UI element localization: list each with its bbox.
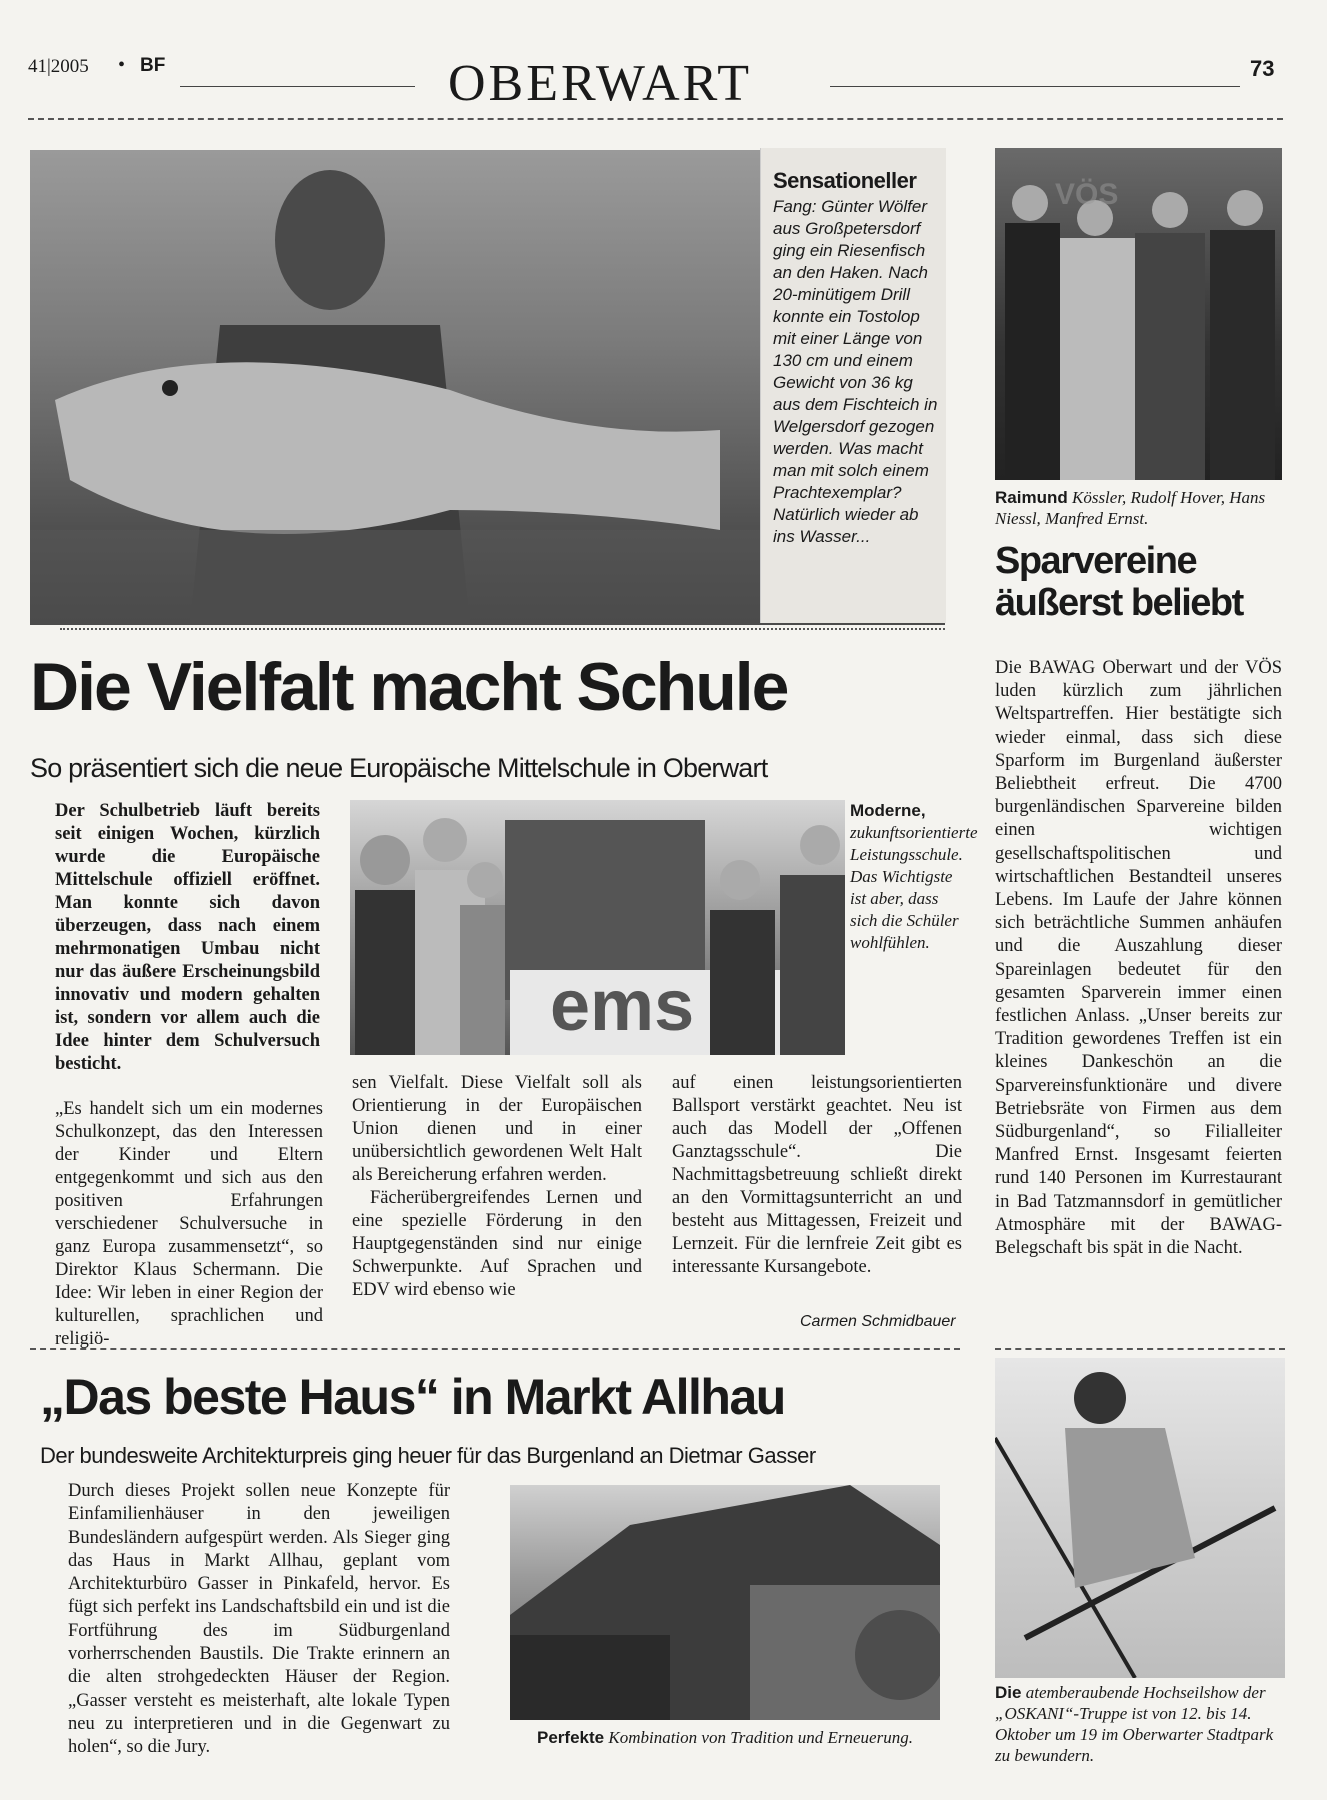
rope-photo <box>995 1358 1285 1678</box>
school-banner-text: ems <box>550 966 695 1046</box>
rope-photo-caption <box>995 1682 1285 1766</box>
savings-caption-lead: Raimund <box>995 488 1068 507</box>
savings-photo <box>995 148 1282 480</box>
fish-caption-body: Fang: Günter Wölfer aus Großpetersdorf ging ein Riesenfisch an den Haken. Nach 20-minütigem Drill konnte ein Tostolop mit einer Länge von 130 cm und einem Gewicht von 36 kg aus dem Fischteich in Welgersdorf gezogen werden. Was macht man mit solch einem Prachtexemplar? Natürlich wieder ab ins Wasser... <box>773 197 938 546</box>
house-photo <box>510 1485 940 1720</box>
school-column-2-p1: sen Vielfalt. Diese Vielfalt soll als Orientierung in der Europäischen Union dienen und in einer unübersichtlich gewordenen Welt Halt als Bereicherung erfahren werden. <box>352 1073 642 1185</box>
savings-body: Die BAWAG Oberwart und der VÖS luden kürzlich zum jährlichen Weltspartreffen. Hier bestätigte sich wieder einmal, dass sich diese Sparform im Burgenland äußerster Beliebtheit erfreut. Die 4700 burgenländischen Sparvereine bilden einen wichtigen gesellschaftspolitischen und wirtschaftlichen Bestandteil unseres Lebens. Im Laufe der Jahre können sich beträchtliche Summen anhäufen und die Auszahlung dieser Spareinlagen bedeutet für den gesamten Sparverein immer einen festlichen Anlass. „Unser bereits zur Tradition gewordenes Treffen ist ein kleines Dankeschön an die Sparvereinsfunktionäre und divere Betriebsräte von Firmen aus dem Südburgenland“, so Filialleiter Manfred Ernst. Insgesamt feierten rund 140 Personen im Kurrestaurant in Bad Tatzmannsdorf in gemütlicher Atmosphäre mit der BAWAG-Belegschaft bis spät in die Nacht. <box>995 658 1282 1259</box>
page-number: 73 <box>1250 56 1275 81</box>
school-top-divider <box>60 628 945 630</box>
header-rule-right <box>830 86 1240 87</box>
house-caption-text: Kombination von Tradition und Erneuerung. <box>608 1728 913 1747</box>
school-photo <box>350 800 845 1055</box>
savings-headline-line2: äußerst beliebt <box>995 582 1243 624</box>
house-subheadline: Der bundesweite Architekturpreis ging heuer für das Burgenland an Dietmar Gasser <box>40 1443 816 1468</box>
savings-photo-illustration <box>995 148 1282 480</box>
school-headline: Die Vielfalt macht Schule <box>30 649 788 725</box>
savings-caption-text: Kössler, Rudolf Hover, Hans Niessl, Manfred Ernst. <box>995 488 1266 528</box>
savings-photo-banner: VÖS <box>1055 178 1119 211</box>
school-lead: Der Schulbetrieb läuft bereits seit einigen Wochen, kürzlich wurde die Europäische Mittelschule offiziell eröffnet. Man konnte sich davon überzeugen, dass nach einem mehrmonatigen Umbau nicht nur das äußere Erscheinungsbild innovativ und modern gehalten ist, sondern vor allem auch die Idee hinter dem Schulversuch besticht. <box>55 801 320 1074</box>
school-author: Carmen Schmidbauer <box>800 1313 956 1330</box>
header-rule-left <box>180 86 415 87</box>
house-headline: „Das beste Haus“ in Markt Allhau <box>40 1369 785 1425</box>
school-column-2 <box>352 1072 642 1302</box>
school-column-3: auf einen leistungsorientierten Ballsport verstärkt geachtet. Neu ist auch das Modell der „Offenen Ganztagsschule“. Die Nachmittagsbetreuung schließt direkt an den Vormittagsunterricht an und besteht aus Mittagessen, Freizeit und Lernzeit. Für die lernfreie Zeit gibt es interessante Kursangebote. <box>672 1073 962 1277</box>
school-caption-lead: Moderne, <box>850 801 926 820</box>
school-caption-text: zukunftsorientierte Leistungsschule. Das Wichtigste ist aber, dass sich die Schüler wohlfühlen. <box>850 823 978 952</box>
issue-number: 41|2005 <box>28 56 89 77</box>
rope-photo-illustration <box>995 1358 1285 1678</box>
fish-caption-head: Sensationeller <box>773 168 917 193</box>
school-column-1: „Es handelt sich um ein modernes Schulkonzept, das den Interessen der Kinder und Eltern entgegenkommt und sich aus den positiven Erfahrungen verschiedener Schulversuche in ganz Europa zusammensetzt“, so Direktor Klaus Schermann. Die Idee: Wir leben in einer Region der kulturellen, sprachlichen und religiö- <box>55 1099 323 1349</box>
house-caption-lead: Perfekte <box>537 1728 605 1747</box>
school-column-2-p2: Fächerübergreifendes Lernen und eine spezielle Förderung in den Hauptgegenständen sind nur einige Schwerpunkte. Auf Sprachen und EDV wird ebenso wie <box>352 1188 642 1300</box>
rope-caption-text: atemberaubende Hochseilshow der „OSKANI“-Truppe ist von 12. bis 14. Oktober um 19 im Oberwarter Stadtpark zu bewundern. <box>995 1683 1274 1765</box>
fish-caption-box <box>760 148 946 623</box>
page-header <box>0 0 1327 120</box>
header-bullet: • <box>118 54 126 76</box>
savings-photo-caption <box>995 487 1282 529</box>
section-title: OBERWART <box>448 55 753 112</box>
house-body: Durch dieses Projekt sollen neue Konzepte für Einfamilienhäuser in den jeweiligen Bundesländern aufgespürt werden. Als Sieger ging das Haus in Markt Allhau, geplant vom Architekturbüro Gasser in Pinkafeld, hervor. Es fügt sich perfekt ins Landschaftsbild ein und ist die Fortführung des im Südburgenland vorherrschenden Baustils. Die Trakte erinnern an die alten strohgedeckten Häuser der Region. „Gasser versteht es meisterhaft, alte lokale Typen neu zu interpretieren und in die Gegenwart zu holen“, so die Jury. <box>68 1481 450 1758</box>
house-photo-illustration <box>510 1485 940 1720</box>
school-subheadline: So präsentiert sich die neue Europäische Mittelschule in Oberwart <box>30 753 768 783</box>
house-photo-caption <box>510 1727 940 1748</box>
house-top-divider <box>30 1348 960 1350</box>
header-divider <box>28 118 1283 120</box>
rope-top-divider <box>995 1348 1285 1350</box>
savings-headline <box>995 540 1282 624</box>
publication-name: BF <box>140 55 166 76</box>
savings-headline-line1: Sparvereine <box>995 540 1197 582</box>
rope-caption-lead: Die <box>995 1683 1022 1702</box>
school-photo-caption <box>850 800 978 954</box>
